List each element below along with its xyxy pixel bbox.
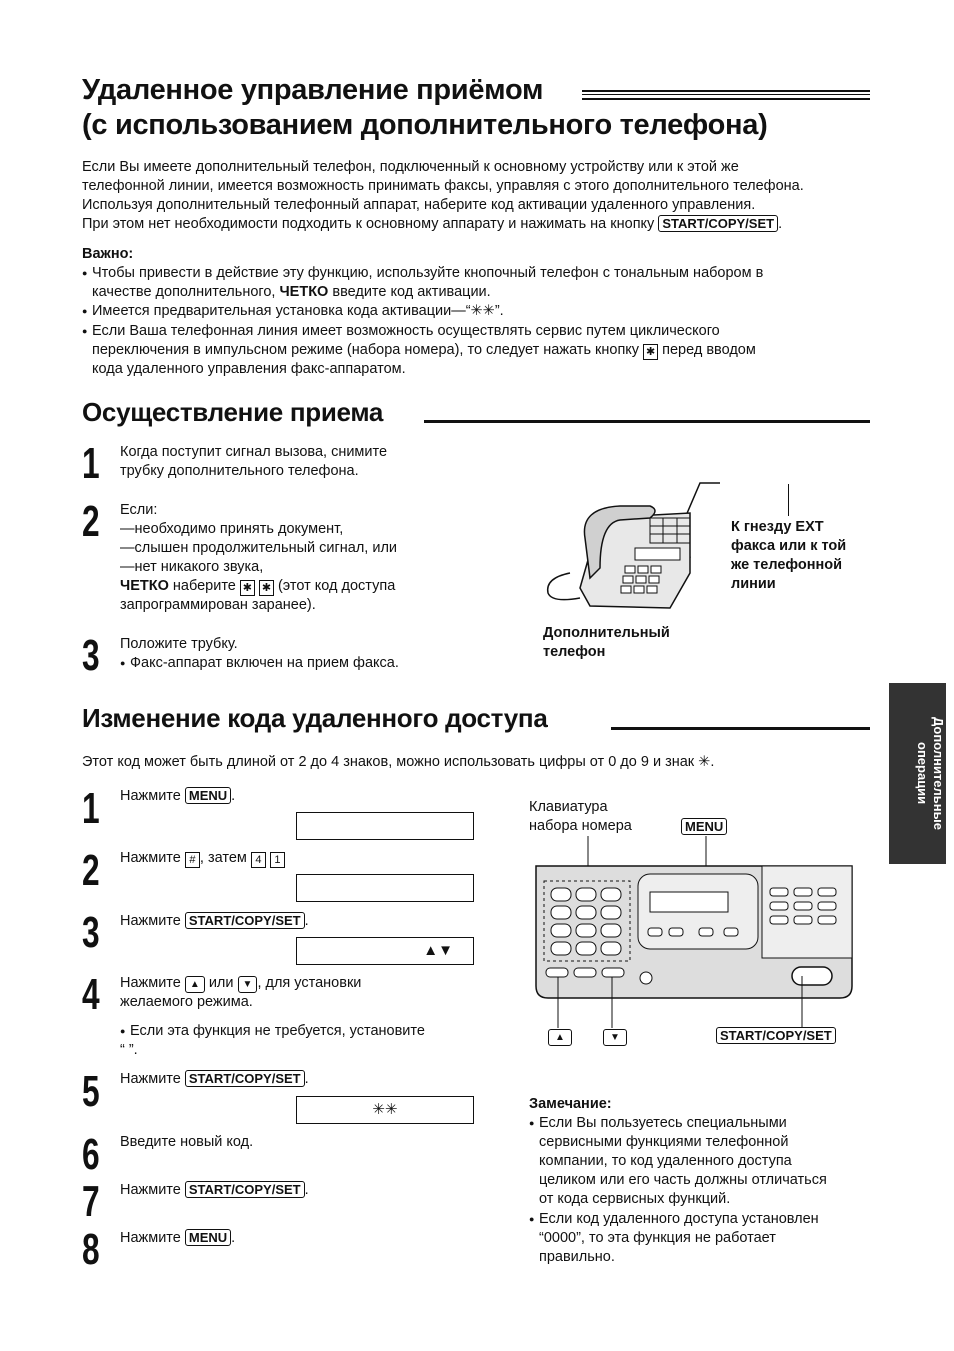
note-line: правильно. [539, 1249, 615, 1265]
step-text: Нажмите [120, 788, 181, 804]
label-line: Клавиатура [529, 799, 608, 815]
step-bullet: ● Факс-аппарат включен на прием факса. [120, 655, 399, 671]
step-line: —слышен продолжительный сигнал, или [120, 540, 398, 556]
bullet-text: переключения в импульсном режиме (набора номера), то следует нажать кнопку [92, 342, 640, 358]
start-copy-set-key-label: START/COPY/SET [716, 1027, 836, 1044]
hash-key-icon: # [185, 852, 200, 868]
start-copy-set-key: START/COPY/SET [185, 912, 305, 929]
receive-step-3 [120, 635, 399, 673]
handset-cord [548, 573, 580, 600]
star-key-icon: ✱ [643, 344, 658, 360]
button-shape [574, 968, 596, 977]
note-line: целиком или его часть должны отличаться [539, 1172, 827, 1188]
step-line: желаемого режима. [120, 994, 253, 1010]
step-text: или [208, 975, 234, 991]
lcd-display-1 [296, 812, 474, 840]
step-text: наберите [172, 578, 236, 594]
digit-key-icon: 4 [251, 852, 266, 868]
change-step-7: Нажмите START/COPY/SET . [120, 1182, 309, 1198]
important-bullet-3 [92, 322, 882, 379]
note-heading: Замечание: [529, 1096, 612, 1112]
change-step-2 [120, 849, 285, 868]
change-step-6: Введите новый код. [120, 1134, 254, 1150]
intro-text: При этом нет необходимости подходить к основному аппарату и нажимать на кнопку [82, 216, 655, 232]
change-step-4 [120, 974, 490, 1060]
keypad-label [529, 798, 632, 836]
section-rule [424, 420, 870, 423]
bullet-line: кода удаленного управления факс-аппаратом. [92, 361, 406, 377]
start-copy-set-key: START/COPY/SET [658, 215, 778, 232]
note-line: сервисными функциями телефонной [539, 1134, 789, 1150]
label-line: факса или к той [731, 538, 847, 554]
intro-line: телефонной линии, имеется возможность принимать факсы, управляя с этого дополнительного телефона. [82, 178, 804, 194]
menu-button-shape [699, 928, 713, 936]
extension-phone-label [543, 624, 670, 662]
step-text: Нажмите [120, 975, 181, 991]
up-arrow-key-icon: ▲ [185, 976, 205, 993]
phone-keypad [621, 566, 661, 593]
lcd-display-5: ✳✳ [296, 1096, 474, 1124]
intro-line: Используя дополнительный телефонный аппарат, наберите код активации удаленного управления. [82, 197, 756, 213]
important-bullet-1 [92, 264, 882, 302]
note-bullet-1 [539, 1114, 879, 1209]
note-bullet-2 [539, 1210, 879, 1267]
step-line [120, 577, 397, 596]
extension-phone-illustration [540, 478, 720, 623]
step-number: 3 [82, 631, 100, 680]
bullet-text: введите код активации. [332, 284, 491, 300]
change-step-3: Нажмите START/COPY/SET . [120, 913, 309, 929]
bullet-line: ● Если Ваша телефонная линия имеет возможность осуществлять сервис путем циклического [92, 323, 720, 339]
lcd-display-3: ▲▼ [296, 937, 474, 965]
step-text: , для установки [257, 975, 362, 991]
note-line: ● Если Вы пользуетесь специальными [539, 1115, 787, 1131]
callout-line [788, 484, 789, 516]
step-text: , затем [199, 850, 247, 866]
step-number: 7 [82, 1177, 100, 1226]
lcd-display-2 [296, 874, 474, 902]
digit-key-icon: 1 [270, 852, 285, 868]
receive-step-2 [120, 501, 397, 615]
note-line: от кода сервисных функций. [539, 1191, 731, 1207]
change-step-5: Нажмите START/COPY/SET . [120, 1071, 309, 1087]
up-button-shape [602, 968, 624, 977]
receive-step-1 [120, 443, 387, 481]
step-line: Если: [120, 502, 158, 518]
label-line: же телефонной [731, 557, 843, 573]
step-text: Если эта функция не требуется, установите [130, 1023, 425, 1039]
bullet-line [92, 341, 882, 360]
knob [640, 972, 652, 984]
down-button-shape [546, 968, 568, 977]
phone-display [635, 548, 680, 560]
note-line: компании, то код удаленного доступа [539, 1153, 792, 1169]
change-step-8: Нажмите MENU . [120, 1230, 236, 1246]
note-line: “0000”, то эта функция не работает [539, 1230, 776, 1246]
important-heading: Важно: [82, 246, 134, 262]
start-copy-set-button-shape [792, 967, 832, 985]
bullet-text: качестве дополнительного, [92, 284, 276, 300]
note-line: ● Если код удаленного доступа установлен [539, 1211, 819, 1227]
step-number: 1 [82, 439, 100, 488]
step-number: 3 [82, 908, 100, 957]
step-number: 2 [82, 497, 100, 546]
important-bullet-2: ● Имеется предварительная установка кода активации—“✳✳”. [92, 302, 882, 321]
bullet-line: ● Чтобы привести в действие эту функцию, используйте кнопочный телефон с тональным набором в [92, 265, 764, 281]
step-number: 4 [82, 970, 100, 1019]
step-number: 1 [82, 784, 100, 833]
step-line [120, 974, 490, 993]
up-arrow-key-icon: ▲ [548, 1029, 572, 1046]
step-line: Когда поступит сигнал вызова, снимите [120, 444, 388, 460]
bullet-line [92, 283, 882, 302]
emphasis-text: ЧЕТКО [120, 578, 169, 594]
page-title: Удаленное управление приёмом [82, 74, 544, 106]
step-line: —необходимо принять документ, [120, 521, 344, 537]
step-text: (этот код доступа [277, 578, 396, 594]
lcd-window [650, 892, 728, 912]
bullet-text: перед вводом [662, 342, 756, 358]
section2-intro: Этот код может быть длиной от 2 до 4 знаков, можно использовать цифры от 0 до 9 и знак ✳. [82, 754, 715, 770]
step-text: Факс-аппарат включен на прием факса. [130, 655, 399, 671]
section-rule [611, 727, 870, 730]
star-key-icon: ✱ [259, 580, 274, 596]
page-subtitle: (с использованием дополнительного телефона) [82, 109, 768, 141]
menu-key: MENU [185, 787, 231, 804]
change-step-1: Нажмите MENU . [120, 788, 236, 804]
side-tab [889, 683, 946, 864]
tab-line: Дополнительные [931, 717, 946, 830]
step-number: 2 [82, 846, 100, 895]
step-number: 8 [82, 1225, 100, 1274]
tab-line: операции [915, 742, 930, 805]
intro-line: Если Вы имеете дополнительный телефон, подключенный к основному устройству или к этой же [82, 159, 739, 175]
one-touch-panel [762, 866, 852, 958]
emphasis-text: ЧЕТКО [279, 284, 329, 300]
step-line: Положите трубку. [120, 636, 238, 652]
down-arrow-key-icon: ▼ [238, 976, 258, 993]
menu-key: MENU [185, 1229, 231, 1246]
step-text: Нажмите [120, 850, 181, 866]
step-text: Нажмите [120, 1071, 181, 1087]
step-text: Нажмите [120, 1230, 181, 1246]
menu-key-label: MENU [681, 818, 727, 835]
intro-line [82, 215, 882, 234]
section-heading-receive: Осуществление приема [82, 397, 384, 427]
step-text: Нажмите [120, 913, 181, 929]
step-line: —нет никакого звука, [120, 559, 264, 575]
fax-control-panel-illustration [534, 836, 856, 1046]
label-line: Дополнительный [543, 625, 670, 641]
intro-paragraph [82, 158, 882, 234]
start-copy-set-key: START/COPY/SET [185, 1181, 305, 1198]
title-rule [582, 90, 870, 100]
ext-jack-label [731, 518, 846, 594]
start-copy-set-key: START/COPY/SET [185, 1070, 305, 1087]
label-line: К гнезду EXT [731, 519, 824, 535]
down-arrow-key-icon: ▼ [603, 1029, 627, 1046]
step-bullet: ● Если эта функция не требуется, установите [120, 1023, 425, 1039]
label-line: телефон [543, 644, 606, 660]
star-key-icon: ✱ [240, 580, 255, 596]
step-line: трубку дополнительного телефона. [120, 463, 359, 479]
step-line: “ ”. [120, 1042, 138, 1058]
label-line: линии [731, 576, 776, 592]
label-line: набора номера [529, 818, 632, 834]
intro-end: . [778, 216, 783, 232]
step-number: 6 [82, 1130, 100, 1179]
step-text: Нажмите [120, 1182, 181, 1198]
section-heading-change-code: Изменение кода удаленного доступа [82, 703, 548, 733]
step-number: 5 [82, 1067, 100, 1116]
step-line: запрограммирован заранее). [120, 597, 316, 613]
